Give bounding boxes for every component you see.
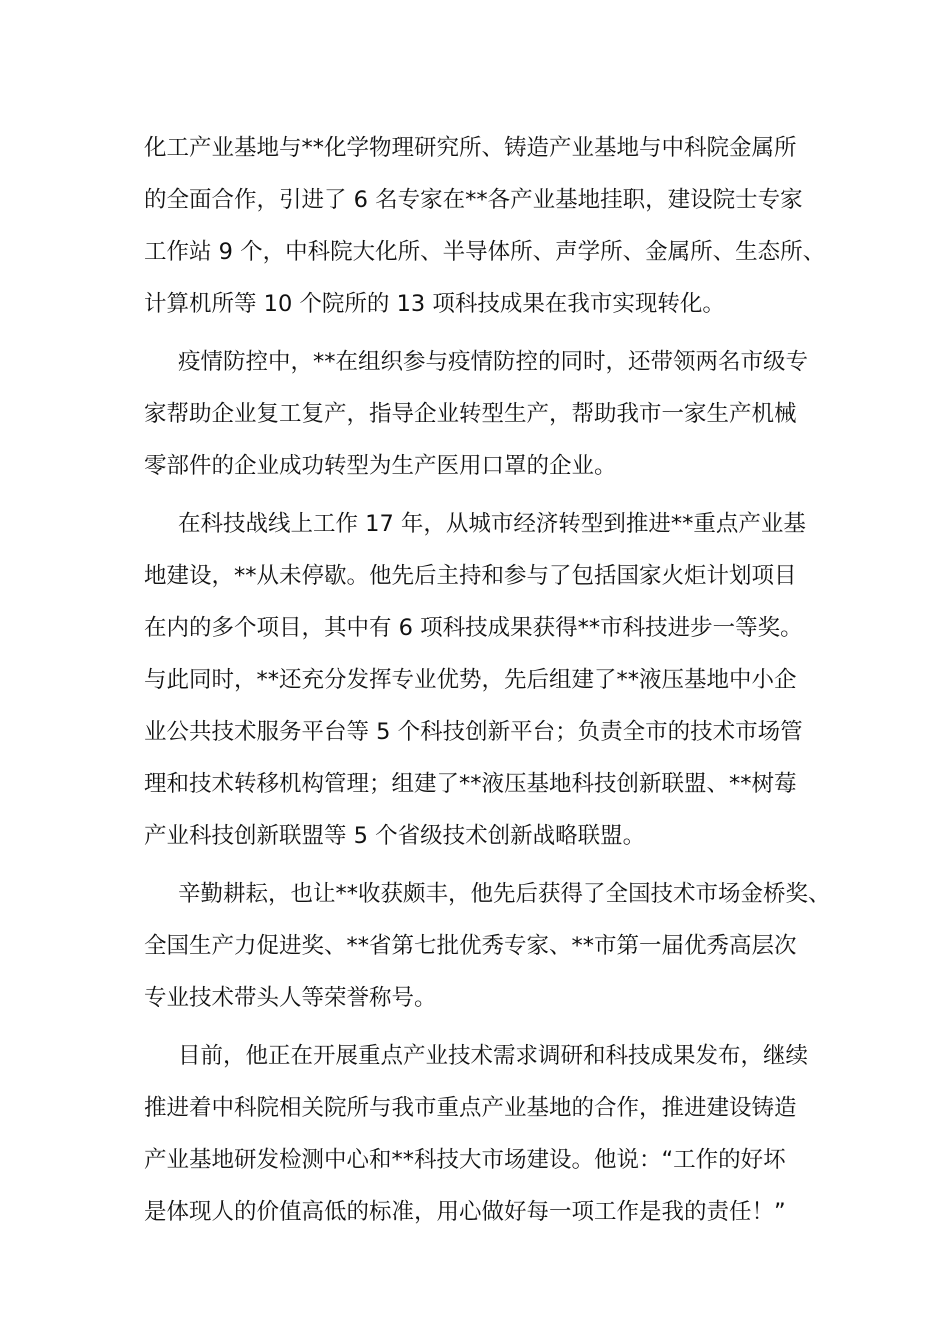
text-line: 业公共技术服务平台等 5 个科技创新平台；负责全市的技术市场管 — [144, 719, 803, 745]
paragraph-1 — [144, 122, 824, 330]
text-line: 地建设，**从未停歇。他先后主持和参与了包括国家火炬计划项目 — [144, 563, 797, 589]
paragraph-3 — [144, 498, 824, 862]
text-line: 化工产业基地与**化学物理研究所、铸造产业基地与中科院金属所 — [144, 135, 797, 161]
text-line: 推进着中科院相关院所与我市重点产业基地的合作，推进建设铸造 — [144, 1095, 797, 1121]
document-body — [144, 122, 831, 1244]
text-line: 产业基地研发检测中心和**科技大市场建设。他说：“工作的好坏 — [144, 1147, 786, 1173]
text-line: 目前，他正在开展重点产业技术需求调研和科技成果发布，继续 — [178, 1043, 809, 1069]
text-line: 在内的多个项目，其中有 6 项科技成果获得**市科技进步一等奖。 — [144, 615, 803, 641]
text-line: 工作站 9 个，中科院大化所、半导体所、声学所、金属所、生态所、 — [144, 239, 826, 265]
text-line: 零部件的企业成功转型为生产医用口罩的企业。 — [144, 453, 617, 479]
paragraph-5 — [144, 1030, 824, 1238]
text-line: 理和技术转移机构管理；组建了**液压基地科技创新联盟、**树莓 — [144, 771, 797, 797]
paragraph-4 — [144, 868, 831, 1024]
text-line: 在科技战线上工作 17 年，从城市经济转型到推进**重点产业基 — [178, 511, 806, 537]
text-line: 是体现人的价值高低的标准，用心做好每一项工作是我的责任！” — [144, 1199, 786, 1225]
text-line: 疫情防控中，**在组织参与疫情防控的同时，还带领两名市级专 — [178, 349, 809, 375]
text-line: 全国生产力促进奖、**省第七批优秀专家、**市第一届优秀高层次 — [144, 933, 797, 959]
paragraph-2 — [144, 336, 824, 492]
text-line: 家帮助企业复工复产，指导企业转型生产，帮助我市一家生产机械 — [144, 401, 797, 427]
text-line: 产业科技创新联盟等 5 个省级技术创新战略联盟。 — [144, 823, 646, 849]
text-line: 计算机所等 10 个院所的 13 项科技成果在我市实现转化。 — [144, 291, 725, 317]
text-line: 的全面合作，引进了 6 名专家在**各产业基地挂职，建设院士专家 — [144, 187, 803, 213]
text-line: 辛勤耕耘，也让**收获颇丰，他先后获得了全国技术市场金桥奖、 — [178, 881, 831, 907]
text-line: 与此同时，**还充分发挥专业优势，先后组建了**液压基地中小企 — [144, 667, 797, 693]
text-line: 专业技术带头人等荣誉称号。 — [144, 985, 437, 1011]
